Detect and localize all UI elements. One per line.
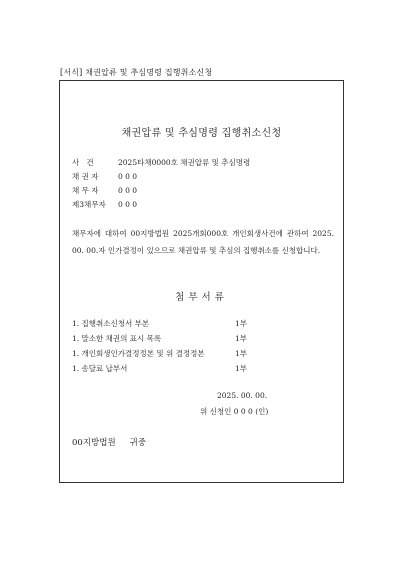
attachment-qty: 1부: [235, 334, 248, 343]
field-label: 채 권 자: [72, 172, 99, 181]
attachment-item: [72, 349, 332, 359]
field-value: 2025타채0000호 채권압류 및 추심명령: [118, 158, 251, 167]
field-value: 0 0 0: [118, 186, 138, 195]
field-label: 사 건: [72, 158, 94, 167]
attachment-name: 1. 개인회생인가결정정본 및 위 결정정본: [72, 349, 205, 358]
field-label: 제3채무자: [72, 200, 106, 209]
court-suffix: 귀중: [129, 438, 147, 448]
attachment-name: 1. 말소한 채권의 표시 목록: [72, 334, 162, 343]
document-title: 채권압류 및 추심명령 집행취소신청: [121, 128, 282, 139]
attachment-item: [72, 334, 332, 344]
application-date: 2025. 00. 00.: [217, 391, 268, 400]
attachments-title: 첨부서류: [175, 292, 228, 303]
applicant-signature: 위 신청인 0 0 0 (인): [200, 407, 269, 416]
attachment-item: [72, 364, 332, 374]
body-text: 채무자에 대하여 00지방법원 2025개회000호 개인회생사건에 관하여 2025. 00. 00.자 인가결정이 있으므로 채권압류 및 추심의 집행취소를 신청합니다.: [72, 229, 334, 255]
attachment-qty: 1부: [235, 364, 248, 373]
court-addressee: [72, 436, 146, 448]
attachment-qty: 1부: [235, 319, 248, 328]
field-label: 채 무 자: [72, 186, 99, 195]
field-value: 0 0 0: [118, 200, 138, 209]
attachment-name: 1. 집행취소신청서 부본: [72, 319, 150, 328]
form-label: [서식] 채권압류 및 추심명령 집행취소신청: [60, 68, 213, 77]
field-value: 0 0 0: [118, 172, 138, 181]
document-box: [59, 80, 344, 483]
attachment-item: [72, 319, 332, 329]
attachment-name: 1. 송달료 납부서: [72, 364, 128, 373]
attachment-qty: 1부: [235, 349, 248, 358]
court-name: 00지방법원: [72, 438, 116, 448]
